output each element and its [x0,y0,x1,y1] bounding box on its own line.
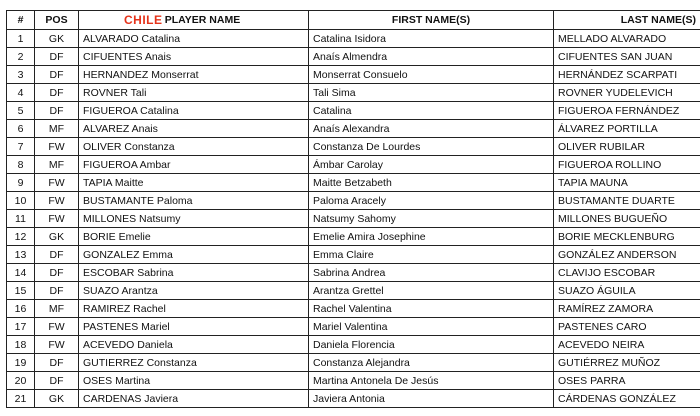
cell-last-names: MILLONES BUGUEÑO [554,210,700,228]
cell-last-names: RAMÍREZ ZAMORA [554,300,700,318]
header-first-names: FIRST NAME(S) [309,11,554,30]
table-row [7,120,700,138]
table-row [7,354,700,372]
cell-position: DF [35,84,79,102]
cell-first-names: Daniela Florencia [309,336,554,354]
cell-last-names: SUAZO ÁGUILA [554,282,700,300]
cell-last-names: CIFUENTES SAN JUAN [554,48,700,66]
cell-last-names: ÁLVAREZ PORTILLA [554,120,700,138]
cell-position: FW [35,210,79,228]
cell-position: FW [35,336,79,354]
cell-player-name: OLIVER Constanza [79,138,309,156]
cell-first-names: Ámbar Carolay [309,156,554,174]
cell-last-names: BUSTAMANTE DUARTE [554,192,700,210]
cell-number: 8 [7,156,35,174]
header-number: # [7,11,35,30]
cell-number: 21 [7,390,35,408]
cell-last-names: TAPIA MAUNA [554,174,700,192]
cell-player-name: HERNANDEZ Monserrat [79,66,309,84]
cell-first-names: Emma Claire [309,246,554,264]
cell-first-names: Martina Antonela De Jesús [309,372,554,390]
table-row [7,318,700,336]
cell-last-names: CÁRDENAS GONZÁLEZ [554,390,700,408]
cell-last-names: OLIVER RUBILAR [554,138,700,156]
cell-first-names: Constanza De Lourdes [309,138,554,156]
header-position: POS [35,11,79,30]
cell-position: DF [35,48,79,66]
cell-player-name: FIGUEROA Ambar [79,156,309,174]
cell-position: FW [35,174,79,192]
cell-first-names: Anaís Alexandra [309,120,554,138]
table-row [7,84,700,102]
header-last-names: LAST NAME(S) [554,11,700,30]
cell-player-name: ALVAREZ Anais [79,120,309,138]
cell-number: 18 [7,336,35,354]
cell-player-name: BUSTAMANTE Paloma [79,192,309,210]
cell-last-names: GONZÁLEZ ANDERSON [554,246,700,264]
cell-number: 9 [7,174,35,192]
cell-last-names: ROVNER YUDELEVICH [554,84,700,102]
cell-first-names: Natsumy Sahomy [309,210,554,228]
table-row [7,300,700,318]
cell-player-name: ACEVEDO Daniela [79,336,309,354]
cell-last-names: PASTENES CARO [554,318,700,336]
cell-player-name: ROVNER Tali [79,84,309,102]
cell-position: GK [35,390,79,408]
cell-position: MF [35,120,79,138]
table-row [7,174,700,192]
cell-player-name: ESCOBAR Sabrina [79,264,309,282]
cell-position: FW [35,138,79,156]
table-row [7,102,700,120]
cell-number: 5 [7,102,35,120]
header-player-name [79,11,309,30]
cell-player-name: GUTIERREZ Constanza [79,354,309,372]
cell-player-name: ALVARADO Catalina [79,30,309,48]
cell-player-name: BORIE Emelie [79,228,309,246]
cell-position: FW [35,318,79,336]
cell-first-names: Constanza Alejandra [309,354,554,372]
cell-last-names: FIGUEROA FERNÁNDEZ [554,102,700,120]
cell-player-name: CARDENAS Javiera [79,390,309,408]
cell-last-names: CLAVIJO ESCOBAR [554,264,700,282]
cell-position: GK [35,30,79,48]
table-row [7,390,700,408]
cell-position: DF [35,66,79,84]
cell-first-names: Mariel Valentina [309,318,554,336]
cell-position: FW [35,192,79,210]
cell-position: DF [35,354,79,372]
cell-position: MF [35,300,79,318]
table-row [7,336,700,354]
cell-last-names: BORIE MECKLENBURG [554,228,700,246]
cell-last-names: GUTIÉRREZ MUÑOZ [554,354,700,372]
cell-first-names: Arantza Grettel [309,282,554,300]
cell-number: 17 [7,318,35,336]
cell-number: 4 [7,84,35,102]
table-row [7,156,700,174]
cell-number: 11 [7,210,35,228]
cell-player-name: OSES Martina [79,372,309,390]
cell-last-names: HERNÁNDEZ SCARPATI [554,66,700,84]
cell-player-name: GONZALEZ Emma [79,246,309,264]
cell-player-name: RAMIREZ Rachel [79,300,309,318]
table-row [7,282,700,300]
cell-number: 20 [7,372,35,390]
cell-number: 1 [7,30,35,48]
cell-last-names: ACEVEDO NEIRA [554,336,700,354]
table-row [7,48,700,66]
table-row [7,210,700,228]
cell-position: DF [35,372,79,390]
cell-number: 6 [7,120,35,138]
cell-first-names: Emelie Amira Josephine [309,228,554,246]
team-name: CHILE [124,13,163,27]
cell-number: 12 [7,228,35,246]
header-player-name-label: PLAYER NAME [164,14,241,26]
cell-position: MF [35,156,79,174]
table-row [7,30,700,48]
cell-first-names: Tali Sima [309,84,554,102]
cell-position: DF [35,102,79,120]
cell-player-name: CIFUENTES Anais [79,48,309,66]
table-row [7,228,700,246]
squad-table [6,10,700,408]
cell-number: 3 [7,66,35,84]
cell-number: 13 [7,246,35,264]
cell-number: 7 [7,138,35,156]
cell-first-names: Anaís Almendra [309,48,554,66]
table-row [7,66,700,84]
table-row [7,138,700,156]
cell-first-names: Sabrina Andrea [309,264,554,282]
cell-number: 2 [7,48,35,66]
cell-first-names: Catalina [309,102,554,120]
cell-position: DF [35,264,79,282]
cell-first-names: Monserrat Consuelo [309,66,554,84]
cell-player-name: FIGUEROA Catalina [79,102,309,120]
cell-number: 15 [7,282,35,300]
cell-number: 16 [7,300,35,318]
cell-first-names: Javiera Antonia [309,390,554,408]
cell-last-names: FIGUEROA ROLLINO [554,156,700,174]
table-row [7,246,700,264]
header-row [7,11,700,30]
cell-number: 19 [7,354,35,372]
cell-last-names: MELLADO ALVARADO [554,30,700,48]
squad-list [6,10,700,408]
table-row [7,372,700,390]
cell-position: DF [35,282,79,300]
cell-player-name: TAPIA Maitte [79,174,309,192]
cell-player-name: PASTENES Mariel [79,318,309,336]
cell-first-names: Maitte Betzabeth [309,174,554,192]
cell-position: GK [35,228,79,246]
table-row [7,264,700,282]
cell-position: DF [35,246,79,264]
cell-first-names: Rachel Valentina [309,300,554,318]
cell-player-name: SUAZO Arantza [79,282,309,300]
cell-last-names: OSES PARRA [554,372,700,390]
table-row [7,192,700,210]
cell-number: 14 [7,264,35,282]
cell-player-name: MILLONES Natsumy [79,210,309,228]
cell-first-names: Paloma Aracely [309,192,554,210]
cell-first-names: Catalina Isidora [309,30,554,48]
cell-number: 10 [7,192,35,210]
